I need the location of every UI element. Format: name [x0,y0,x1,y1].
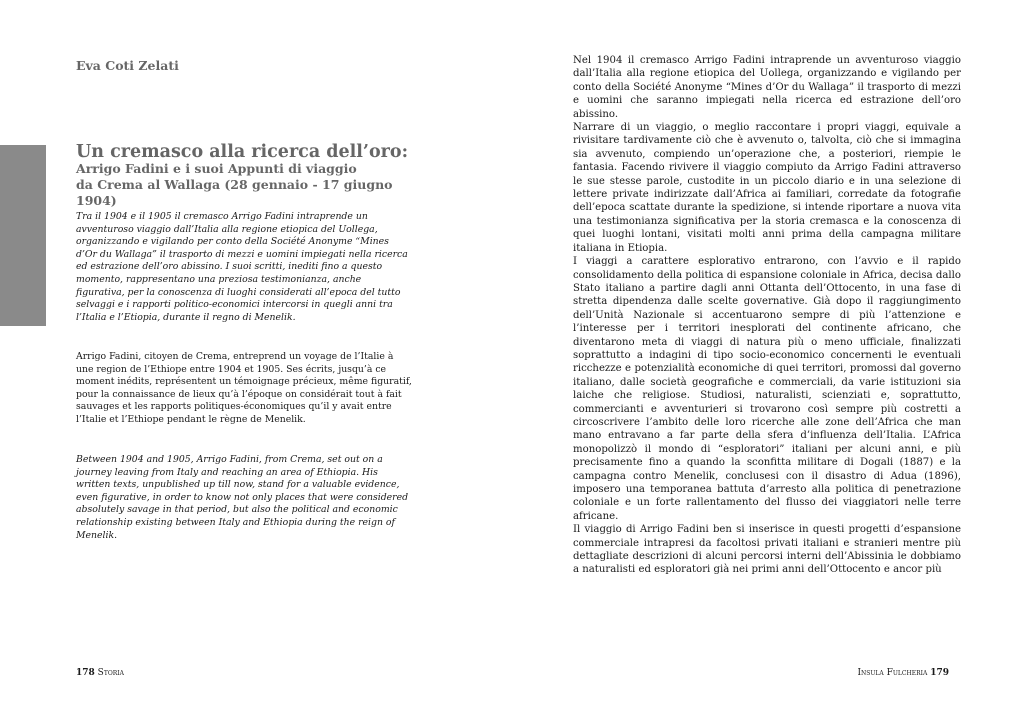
article-title-block [76,143,436,209]
body-paragraph: Narrare di un viaggio, o meglio raccontare i propri viaggi, equivale a rivisitare tardivamente ciò che è avvenuto o, talvolta, ciò che si immagina sia avvenuto, compiendo un’operazione che, a posteriori, riempie le fantasia. Facendo rivivere il viaggio compiuto da Arrigo Fadini attraverso le sue stesse parole, custodite in un piccolo diario e in una selezione di lettere private indirizzate dall’Africa ai familiari, corredate da fotografie dell’epoca scattate durante la spedizione, si intende riportare a nuova vita una testimonianza significativa per la storia cremasca e la conoscenza di quei luoghi lontani, visitati molti anni prima della campagna militare italiana in Etiopia. [573,122,961,254]
journal-name: Insula Fulcheria [857,668,928,678]
article-title: Un cremasco alla ricerca dell’oro: [76,142,409,162]
abstract-italian: Tra il 1904 e il 1905 il cremasco Arrigo Fadini intraprende un avventuroso viaggio dall’Italia alla regione etiopica del Uollega, organizzando e vigilando per conto della Société Anonyme “Mines d’Or du Wallaga” il trasporto di mezzi e uomini impiegati nella ricerca ed estrazione dell’oro abissino. I suoi scritti, inediti fino a questo momento, rappresentano una preziosa testimonianza, anche figurativa, per la conoscenza di luoghi considerati all’epoca del tutto selvaggi e i rapporti politico-economici intercorsi in quegli anni tra l’Italia e l’Etiopia, durante il regno di Menelik. [76,211,408,323]
body-paragraph: Nel 1904 il cremasco Arrigo Fadini intraprende un avventuroso viaggio dall’Italia alla regione etiopica del Uollega, organizzando e vigilando per conto della Société Anonyme “Mines d’Or du Wallaga” il trasporto di mezzi e uomini che saranno impiegati nella ricerca ed estrazione dell’oro abissino. [573,55,961,120]
body-text [573,54,961,577]
article-subtitle-line-1: Arrigo Fadini e i suoi Appunti di viaggio [76,161,357,176]
section-name: Storia [97,668,124,678]
right-page-number: 179 [930,668,949,678]
abstract-english: Between 1904 and 1905, Arrigo Fadini, from Crema, set out on a journey leaving from Italy and reaching an area of Ethiopia. His written texts, unpublished up till now, stand for a valuable evidence, even figurative, in order to know not only places that were considered absolutely savage in that period, but also the political and economic relationship existing between Italy and Ethiopia during the reign of Menelik. [76,454,409,541]
left-page-number: 178 [76,668,95,678]
abstract-french: Arrigo Fadini, citoyen de Crema, entreprend un voyage de l’Italie à une region de l’Ethiope entre 1904 et 1905. Ses écrits, jusqu’à ce moment inédits, représentent un témoignage précieux, même figuratif, pour la connaissance de lieux qu’à l’époque on considérait tout à fait sauvages et les rapports politiques-économiques qu’il y avait entre l’Italie et l’Ethiope pendant le règne de Menelik. [76,351,412,425]
left-folio [76,668,124,678]
body-paragraph: Il viaggio di Arrigo Fadini ben si inserisce in questi progetti d’espansione commerciale intrapresi da facoltosi privati italiani e stranieri mentre più dettagliate descrizioni di alcuni percorsi interni dell’Abissinia le dobbiamo a naturalisti ed esploratori già nei primi anni dell’Ottocento e ancor più [573,524,961,576]
right-page [512,0,1024,723]
gray-side-tab [0,145,46,326]
body-paragraph: I viaggi a carattere esplorativo entrarono, con l’avvio e il rapido consolidamento della politica di espansione coloniale in Africa, decisa dallo Stato italiano a partire dagli anni Ottanta dell’Ottocento, in una fase di stretta dipendenza dalle scelte governative. Già dopo il raggiungimento dell’Unità Nazionale si accentuarono sempre di più l’attenzione e l’interesse per i territori inesplorati del continente africano, che diventarono meta di viaggi di natura più o meno ufficiale, finalizzati soprattutto a indagini di tipo socio-economico concernenti le eventuali ricchezze e potenzialità economiche di quei territori, promossi dal governo italiano, dalle società geografiche e commerciali, da varie istituzioni sia laiche che religiose. Studiosi, naturalisti, scienziati e, soprattutto, commercianti e avventurieri si trovarono così sempre più costretti a circoscrivere l’ambito delle loro ricerche alle zone dell’Africa che man mano entravano a far parte della sfera d’influenza dell’Italia. L’Africa monopolizzò il mondo di “esploratori” italiani per alcuni anni, e più precisamente fino a quando la sconfitta militare di Dogali (1887) e la campagna contro Menelik, conclusesi con il disastro di Adua (1896), imposero una temporanea battuta d’arresto alla politica di penetrazione coloniale e un forte rallentamento del flusso dei viaggiatori nelle terre africane. [573,256,961,522]
article-subtitle-line-2: da Crema al Wallaga (28 gennaio - 17 giugno 1904) [76,177,393,208]
author-name: Eva Coti Zelati [76,58,179,73]
right-folio [857,668,949,678]
